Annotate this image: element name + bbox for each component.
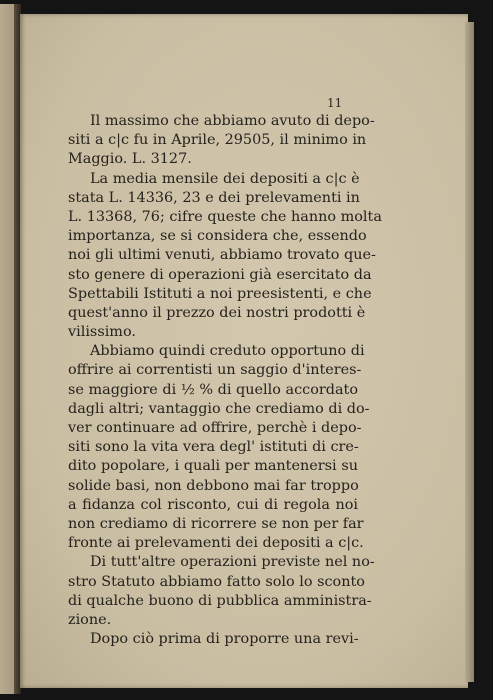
text-line: dagli altri; vantaggio che crediamo di do- — [68, 400, 370, 417]
text-line: L. 13368, 76; cifre queste che hanno molta — [68, 208, 382, 225]
text-line: Dopo ciò prima di proporre una revi- — [90, 631, 359, 648]
text-line: solide basi, non debbono mai far troppo — [68, 477, 359, 494]
text-line: se maggiore di ½ % di quello accordato — [68, 381, 358, 398]
page-stack-edge — [465, 22, 474, 682]
text-line: La media mensile dei depositi a c|c è — [90, 170, 360, 187]
text-line: dito popolare, i quali per mantenersi su — [68, 458, 358, 475]
text-line: offrire ai correntisti un saggio d'interes- — [68, 362, 362, 379]
text-line: quest'anno il prezzo dei nostri prodotti è — [68, 304, 366, 321]
text-line: Abbiamo quindi creduto opportuno di — [90, 343, 365, 360]
text-line: siti sono la vita vera degl' istituti di cre- — [68, 439, 359, 456]
text-line: fronte ai prelevamenti dei depositi a c|c. — [68, 535, 364, 552]
text-line: noi gli ultimi venuti, abbiamo trovato que- — [68, 247, 376, 264]
text-line: importanza, se si considera che, essendo — [68, 228, 367, 245]
text-line: Il massimo che abbiamo avuto di depo- — [90, 113, 375, 129]
body-text — [68, 112, 382, 649]
text-line: Spettabili Istituti a noi preesistenti, e che — [68, 285, 372, 302]
text-line: stata L. 14336, 23 e dei prelevamenti in — [68, 189, 360, 206]
text-line: zione. — [68, 611, 112, 628]
text-line: di qualche buono di pubblica amministra- — [68, 592, 372, 609]
text-line: a fidanza col risconto, cui di regola noi — [68, 496, 358, 513]
text-line: Maggio. L. 3127. — [68, 151, 192, 168]
text-line: vilissimo. — [68, 324, 136, 341]
text-line: stro Statuto abbiamo fatto solo lo sconto — [68, 573, 365, 590]
text-line: sto genere di operazioni già esercitato da — [68, 266, 372, 283]
text-line: non crediamo di ricorrere se non per far — [68, 515, 364, 532]
text-line: ver continuare ad offrire, perchè i depo- — [68, 420, 362, 436]
text-line: Di tutt'altre operazioni previste nel no- — [90, 554, 375, 571]
text-line: siti a c|c fu in Aprile, 29505, il minimo in — [68, 132, 367, 149]
page-number: 11 — [327, 96, 343, 110]
